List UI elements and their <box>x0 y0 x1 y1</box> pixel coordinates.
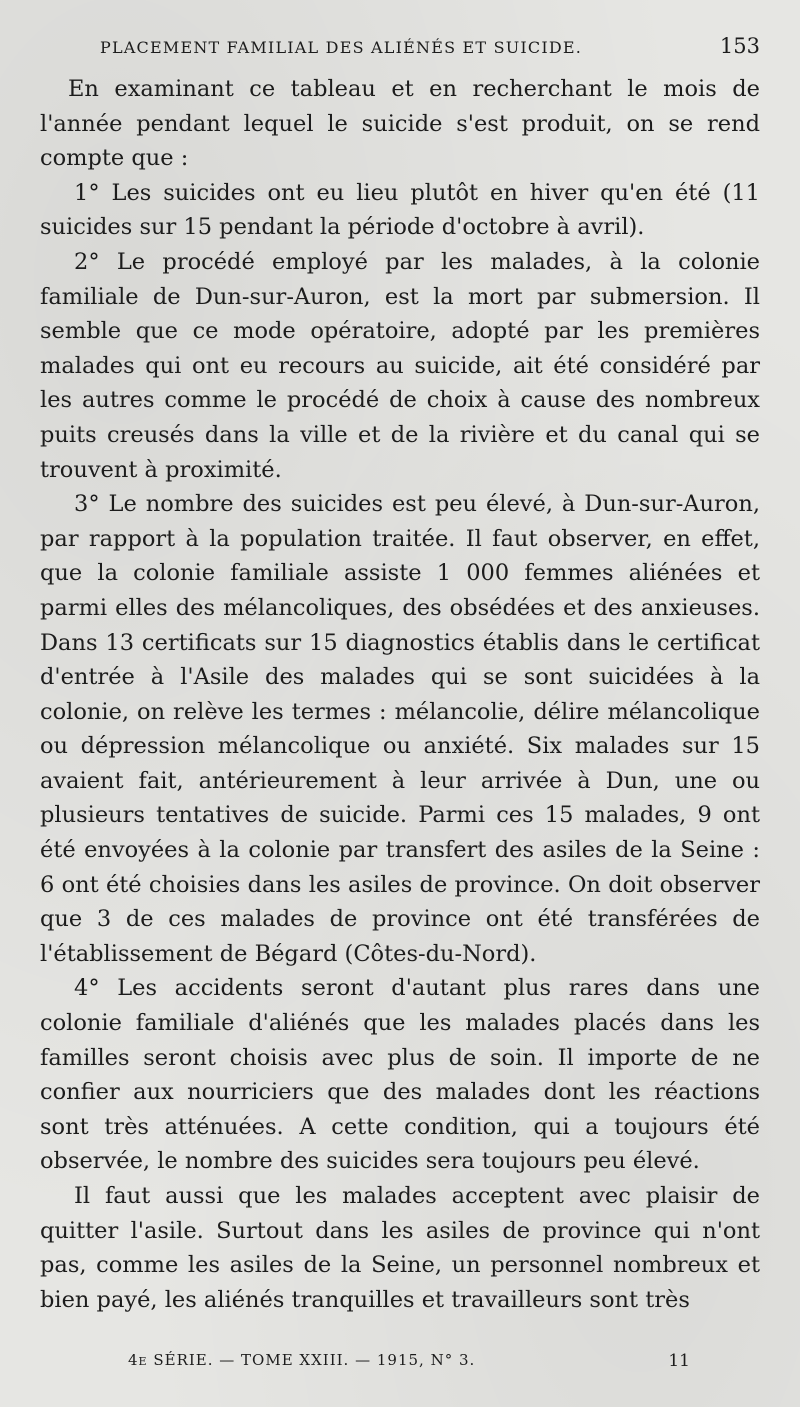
paragraph-intro: En examinant ce tableau et en recherchant le mois de l'année pendant lequel le suicide s'est produit, on se rend compte que : <box>40 76 760 172</box>
paragraph-point-1: 1° Les suicides ont eu lieu plutôt en hiver qu'en été (11 suicides sur 15 pendant la période d'octobre à avril). <box>40 179 760 241</box>
footer-series: 4e SÉRIE. — TOME XXIII. — 1915, N° 3. <box>128 1351 476 1369</box>
paragraph-closing: Il faut aussi que les malades acceptent avec plaisir de quitter l'asile. Surtout dans les asiles de province qui n'ont pas, comme les asiles de la Seine, un personnel nombreux et bien payé, les aliénés tranquilles et travailleurs sont très <box>40 1183 760 1313</box>
paragraph-point-2: 2° Le procédé employé par les malades, à la colonie familiale de Dun-sur-Auron, est la mort par submersion. Il semble que ce mode opératoire, adopté par les premières malades qui ont eu recours au suicide, ait été considéré par les autres comme le procédé de choix à cause des nombreux puits creusés dans la ville et de la rivière et du canal qui se trouvent à proximité. <box>40 248 760 483</box>
running-head <box>100 34 760 58</box>
page-number: 153 <box>719 34 760 58</box>
paragraph-point-3: 3° Le nombre des suicides est peu élevé, à Dun-sur-Auron, par rapport à la population traitée. Il faut observer, en effet, que la colonie familiale assiste 1 000 femmes aliénées et parmi elles des mélancoliques, des obsédées et des anxieuses. Dans 13 certificats sur 15 diagnostics établis dans le certificat d'entrée à l'Asile des malades qui se sont suicidées à la colonie, on relève les termes : mélancolie, délire mélancolique ou dépression mélancolique ou anxiété. Six malades sur 15 avaient fait, antérieurement à leur arrivée à Dun, une ou plusieurs tentatives de suicide. Parmi ces 15 malades, 9 ont été envoyées à la colonie par transfert des asiles de la Seine : 6 ont été choisies dans les asiles de province. On doit observer que 3 de ces malades de province ont été transférées de l'établissement de Bégard (Côtes-du-Nord). <box>40 491 760 967</box>
paragraph-point-4: 4° Les accidents seront d'autant plus rares dans une colonie familiale d'aliénés que les malades placés dans les familles seront choisis avec plus de soin. Il importe de ne confier aux nourriciers que des malades dont les réactions sont très atténuées. A cette condition, qui a toujours été observée, le nombre des suicides sera toujours peu élevé. <box>40 975 760 1175</box>
signature-mark: 11 <box>668 1351 690 1371</box>
body-text <box>40 72 760 1317</box>
page-footer <box>128 1351 690 1371</box>
running-head-title: PLACEMENT FAMILIAL DES ALIÉNÉS ET SUICIDE. <box>100 38 583 57</box>
